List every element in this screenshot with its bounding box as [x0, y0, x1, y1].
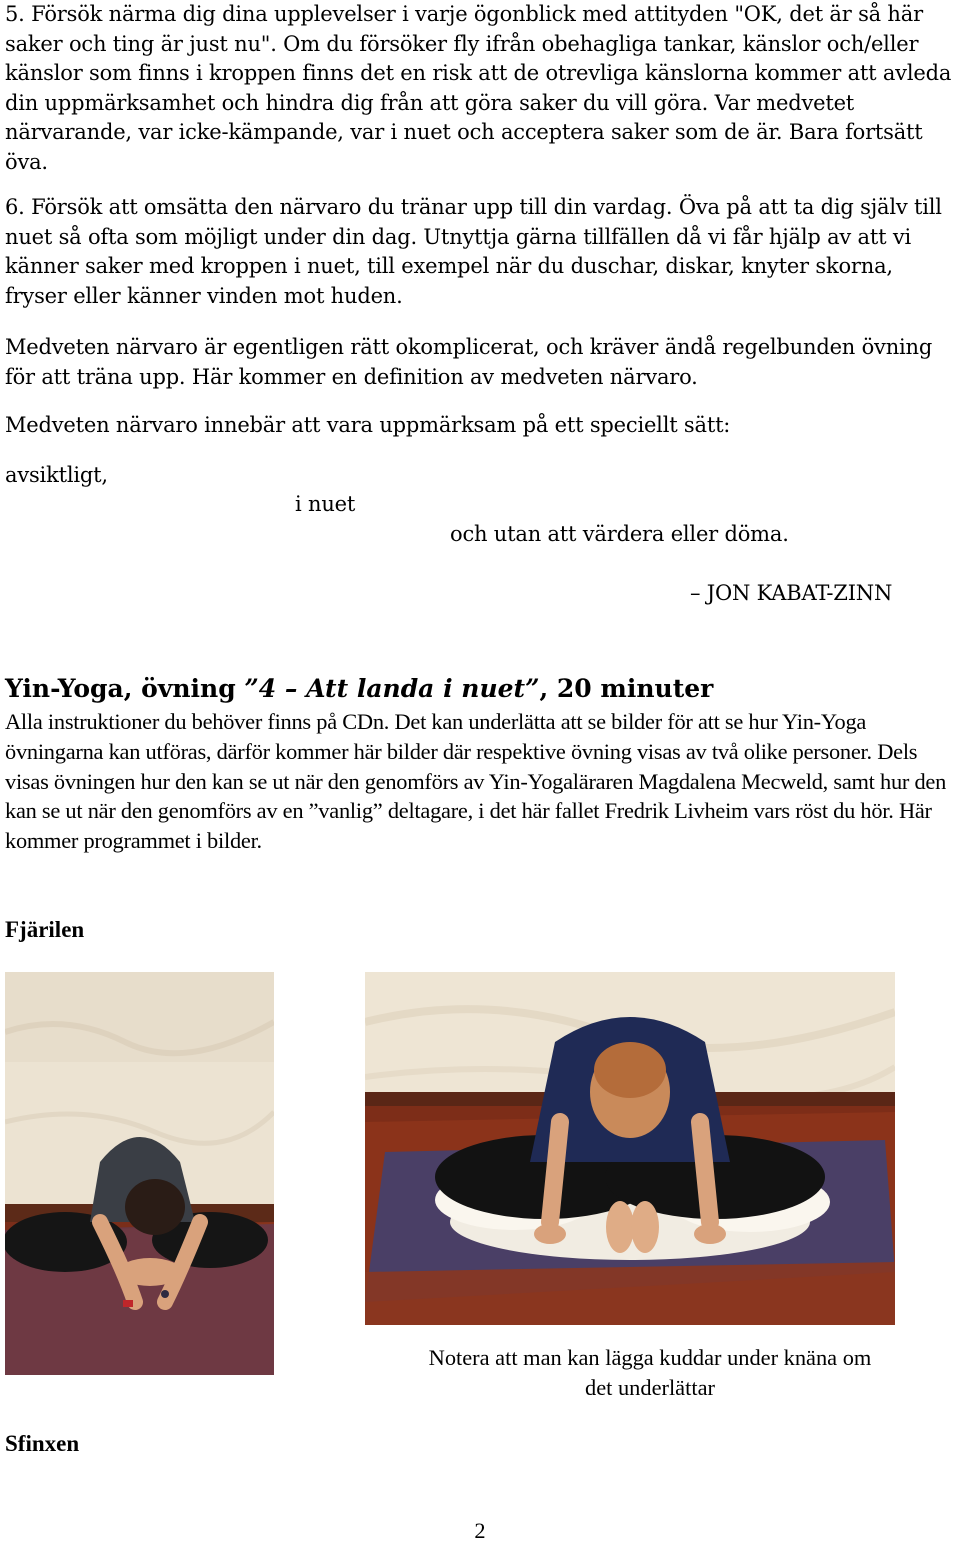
- heading-exercise-title: ”4 – Att landa i nuet”: [244, 674, 540, 703]
- paragraph-mindfulness-definition: Medveten närvaro innebär att vara uppmärksam på ett speciellt sätt:: [5, 413, 731, 437]
- paragraph-section-intro: Alla instruktioner du behöver finns på CDn. Det kan underlätta att se bilder för att se hur Yin-Yoga övningarna kan utföras, därför kommer här bilder där respektive övning visas av två olike personer. Dels visas övningen hur den kan se ut när den genomförs av Yin-Yogaläraren Magdalena Mecweld, samt hur den kan se ut när den genomförs av en ”vanlig” deltagare, i det här fallet Fredrik Livheim vars röst du hör. Här kommer programmet i bilder.: [5, 709, 947, 854]
- paragraph-item-5: 5. Försök närma dig dina upplevelser i varje ögonblick med attityden "OK, det är så här saker och ting är just nu". Om du försöker fly ifrån obehagliga tankar, känslor och/eller känslor som finns i kroppen finns det en risk att de otrevliga känslorna kommer att avleda din uppmärksamhet och hindra dig från att göra saker du vill göra. Var medvetet närvarande, var icke-kämpande, var i nuet och acceptera saker som de är. Bara fortsätt öva.: [5, 2, 952, 174]
- yoga-woman-butterfly-photo: [5, 972, 274, 1375]
- exercise-heading-butterfly: Fjärilen: [5, 917, 85, 942]
- heading-text-start: Yin-Yoga, övning: [5, 674, 245, 703]
- exercise-heading-sphinx: Sfinxen: [5, 1431, 80, 1456]
- photo-caption: Notera att man kan lägga kuddar under knäna om det underlättar: [428, 1345, 872, 1400]
- photo-illustration-left: [5, 972, 274, 1375]
- quote-author: – JON KABAT-ZINN: [690, 581, 893, 605]
- heading-duration: , 20 minuter: [539, 674, 714, 703]
- paragraph-item-6: 6. Försök att omsätta den närvaro du tränar upp till din vardag. Öva på att ta dig själv till nuet så ofta som möjligt under din dag. Utnyttja gärna tillfällen då vi får hjälp av att vi känner saker med kroppen i nuet, till exempel när du duschar, diskar, knyter skorna, fryser eller känner vinden mot huden.: [5, 195, 942, 308]
- quote-line-3: och utan att värdera eller döma.: [450, 522, 789, 546]
- photo-illustration-right: [365, 972, 895, 1325]
- page-number: 2: [474, 1518, 486, 1543]
- quote-line-2: i nuet: [295, 492, 356, 516]
- paragraph-mindfulness-intro: Medveten närvaro är egentligen rätt okomplicerat, och kräver ändå regelbunden övning för att träna upp. Här kommer en definition av medveten närvaro.: [5, 335, 933, 389]
- quote-line-1: avsiktligt,: [5, 463, 108, 487]
- yoga-man-butterfly-cushion-photo: [365, 972, 895, 1325]
- section-heading: [5, 672, 713, 706]
